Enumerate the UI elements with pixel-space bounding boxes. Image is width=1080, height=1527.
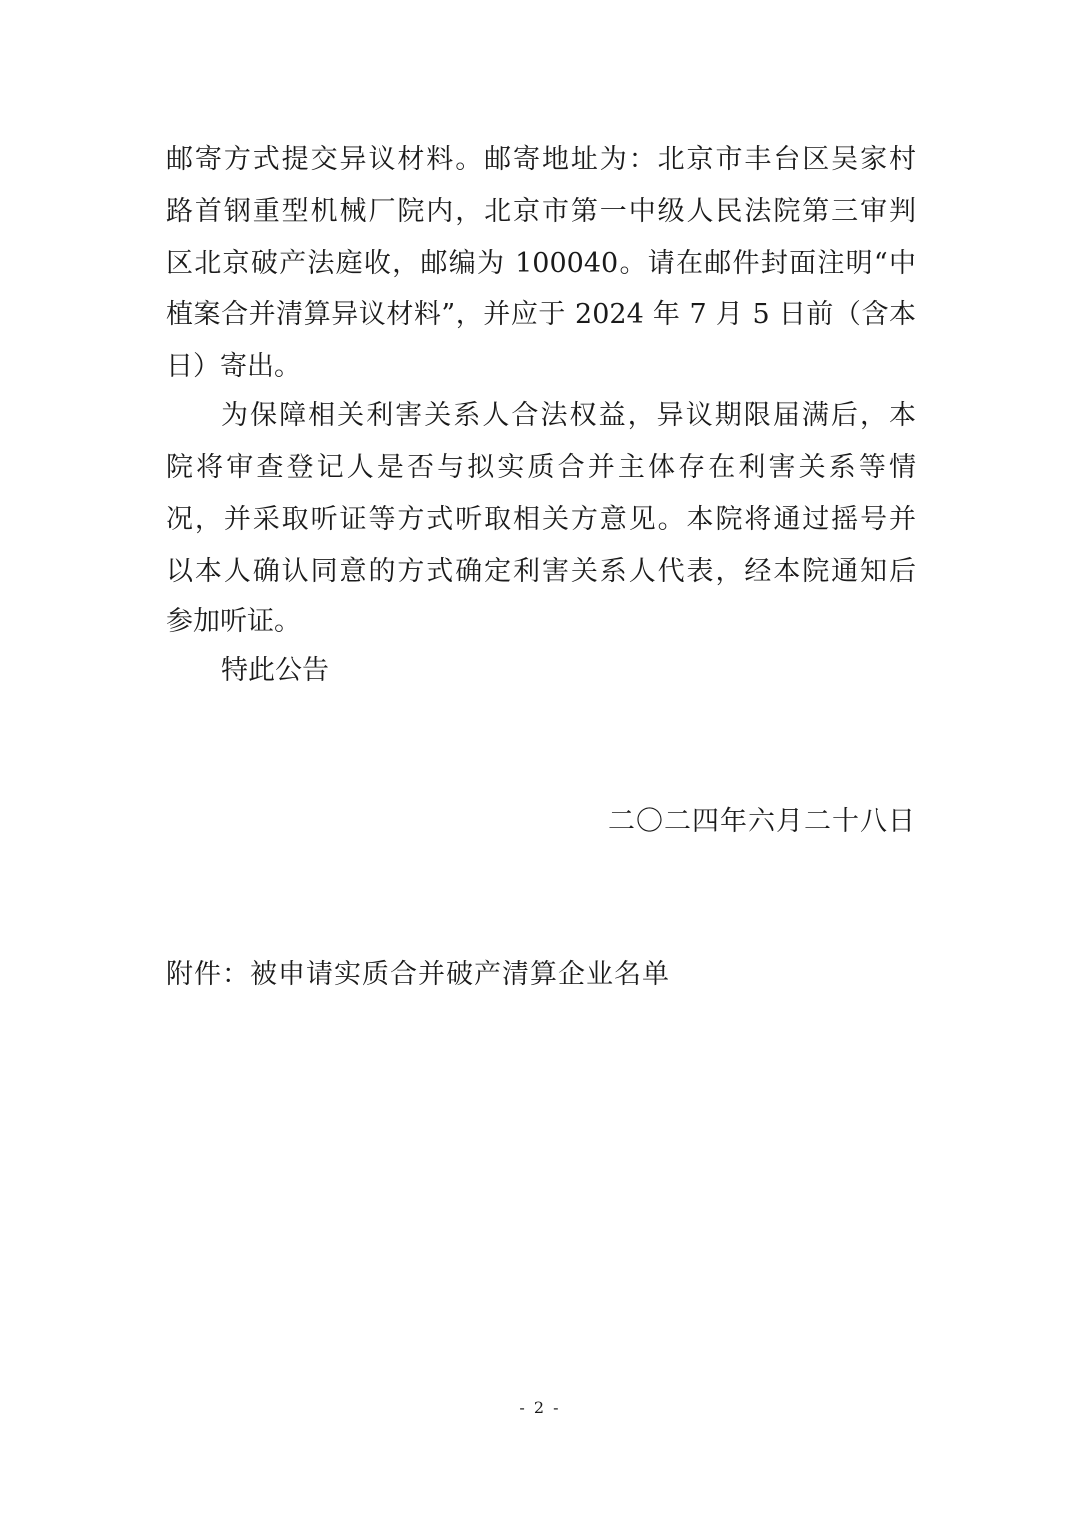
paragraph-1-line-5: 日）寄出。 xyxy=(166,351,301,382)
paragraph-1-line-3: 区北京破产法庭收，邮编为 100040。请在邮件封面注明“中 xyxy=(166,248,916,279)
attachment-note: 附件：被申请实质合并破产清算企业名单 xyxy=(166,959,670,990)
paragraph-2-line-5: 参加听证。 xyxy=(166,606,301,637)
paragraph-1-line-2: 路首钢重型机械厂院内，北京市第一中级人民法院第三审判 xyxy=(166,196,916,227)
paragraph-2-line-3: 况，并采取听证等方式听取相关方意见。本院将通过摇号并 xyxy=(166,504,916,535)
page-number: - 2 - xyxy=(519,1398,561,1417)
paragraph-2-line-2: 院将审查登记人是否与拟实质合并主体存在利害关系等情 xyxy=(166,452,916,483)
closing-text: 特此公告 xyxy=(221,655,329,686)
paragraph-1-line-4: 植案合并清算异议材料”，并应于 2024 年 7 月 5 日前（含本 xyxy=(166,299,916,330)
paragraph-2-line-1: 为保障相关利害关系人合法权益，异议期限届满后，本 xyxy=(221,400,916,431)
announcement-date: 二〇二四年六月二十八日 xyxy=(608,806,916,837)
paragraph-1-line-1: 邮寄方式提交异议材料。邮寄地址为：北京市丰台区吴家村 xyxy=(166,144,916,175)
paragraph-2-line-4: 以本人确认同意的方式确定利害关系人代表，经本院通知后 xyxy=(166,556,916,587)
